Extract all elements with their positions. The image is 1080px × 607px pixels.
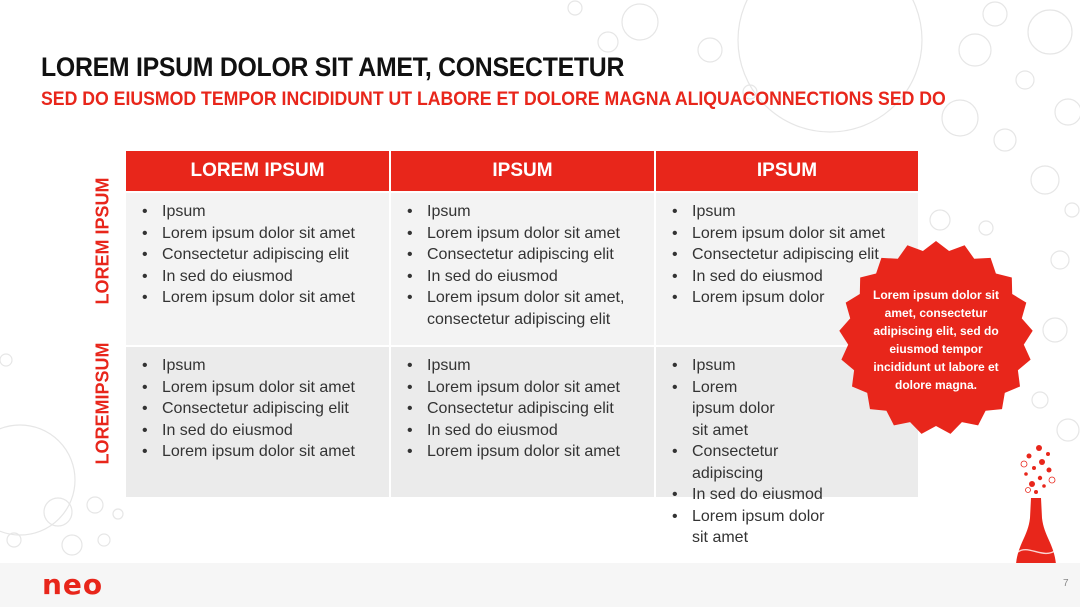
column-header: IPSUM bbox=[656, 151, 918, 191]
list-item: • Lorem ipsum dolor sit amet bbox=[140, 377, 379, 399]
list-item: • In sed do eiusmod bbox=[140, 266, 379, 288]
list-item: • In sed do eiusmod bbox=[670, 266, 908, 288]
list-item: • In sed do eiusmod bbox=[140, 420, 379, 442]
bullet-list bbox=[140, 201, 379, 309]
bullet-list bbox=[405, 201, 644, 330]
list-item: • In sed do eiusmod bbox=[405, 420, 644, 442]
badge-text: Lorem ipsum dolor sit amet, consectetur adipiscing elit, sed do eiusmod tempor incididunt ut labore et dolore magna. bbox=[872, 288, 999, 392]
list-item: • Ipsum bbox=[140, 355, 379, 377]
list-item: • Lorem ipsum dolor sit amet bbox=[670, 377, 838, 442]
table-cell bbox=[126, 193, 389, 345]
list-item: • Consectetur adipiscing elit bbox=[140, 398, 379, 420]
list-item: • Lorem ipsum dolor bbox=[670, 287, 908, 309]
list-item: • Lorem ipsum dolor sit amet bbox=[405, 377, 644, 399]
page-number: 7 bbox=[1063, 578, 1069, 589]
table-cell bbox=[391, 347, 654, 497]
row-label-2: LOREMIPSUM bbox=[92, 342, 113, 465]
list-item: • Lorem ipsum dolor sit amet bbox=[140, 441, 379, 463]
bullet-list bbox=[140, 355, 379, 463]
brand-logo: neo bbox=[42, 568, 104, 601]
column-header: LOREM IPSUM bbox=[126, 151, 389, 191]
list-item: • In sed do eiusmod bbox=[405, 266, 644, 288]
row-label-1: LOREM IPSUM bbox=[92, 177, 113, 305]
list-item: • Lorem ipsum dolor sit amet, consectetur adipiscing elit bbox=[405, 287, 644, 330]
list-item: • Ipsum bbox=[405, 355, 644, 377]
table-cell bbox=[391, 193, 654, 345]
list-item: • Lorem ipsum dolor sit amet bbox=[140, 223, 379, 245]
list-item: • Lorem ipsum dolor sit amet bbox=[670, 223, 908, 245]
list-item: • In sed do eiusmod bbox=[670, 484, 838, 506]
table-cell bbox=[126, 347, 389, 497]
list-item: • Consectetur adipiscing elit bbox=[405, 244, 644, 266]
comparison-table bbox=[126, 151, 918, 546]
list-item: • Lorem ipsum dolor sit amet bbox=[405, 441, 644, 463]
list-item: • Lorem ipsum dolor sit amet bbox=[670, 506, 838, 549]
slide-subtitle: SED DO EIUSMOD TEMPOR INCIDIDUNT UT LABORE ET DOLORE MAGNA ALIQUACONNECTIONS SED DO bbox=[41, 89, 946, 110]
list-item: • Ipsum bbox=[405, 201, 644, 223]
list-item: • Ipsum bbox=[670, 355, 838, 377]
footer-bar bbox=[0, 563, 1080, 607]
list-item: • Ipsum bbox=[670, 201, 908, 223]
list-item: • Consectetur adipiscing elit bbox=[670, 244, 908, 266]
list-item: • Consectetur adipiscing elit bbox=[140, 244, 379, 266]
list-item: • Lorem ipsum dolor sit amet bbox=[405, 223, 644, 245]
list-item: • Consectetur adipiscing bbox=[670, 441, 838, 484]
slide-title: LOREM IPSUM DOLOR SIT AMET, CONSECTETUR bbox=[41, 52, 625, 82]
list-item: • Consectetur adipiscing elit bbox=[405, 398, 644, 420]
bullet-list bbox=[405, 355, 644, 463]
list-item: • Lorem ipsum dolor sit amet bbox=[140, 287, 379, 309]
column-header: IPSUM bbox=[391, 151, 654, 191]
list-item: • Ipsum bbox=[140, 201, 379, 223]
